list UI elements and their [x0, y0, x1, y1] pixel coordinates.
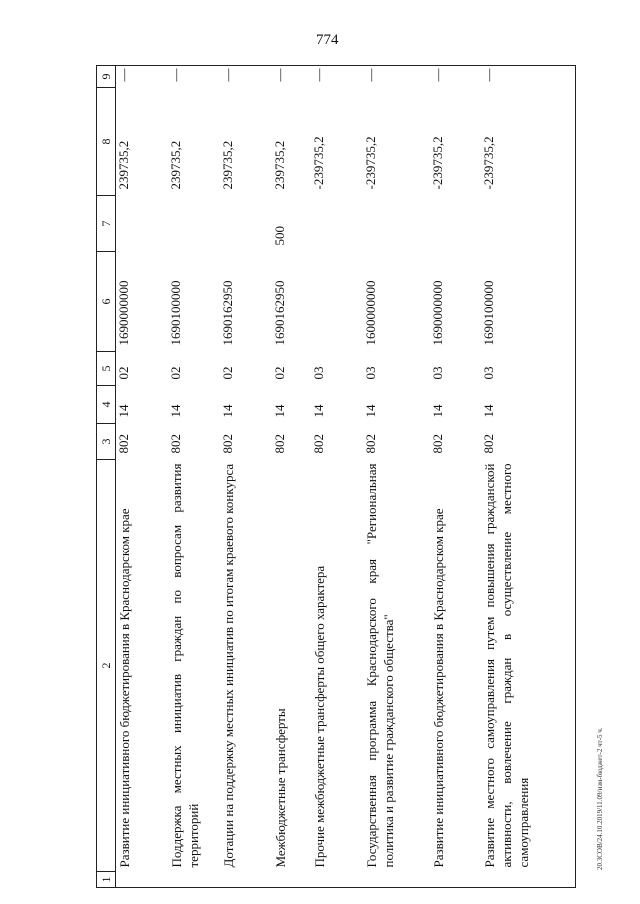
row-amount: 239735,2 — [271, 140, 287, 190]
table-row — [272, 66, 311, 888]
row-index-cell — [168, 872, 220, 888]
row-col-9: — — [116, 68, 131, 82]
table-row — [311, 66, 363, 888]
budget-table — [96, 65, 576, 888]
row-index-cell — [272, 872, 311, 888]
row-index-cell — [116, 872, 168, 888]
row-code-4: 14 — [219, 404, 235, 418]
table-row — [168, 66, 220, 888]
row-col-9: — — [219, 68, 235, 82]
row-name: Дотации на поддержку местных инициатив по итогам краевого конкурса — [220, 463, 236, 868]
row-col-9: — — [429, 68, 445, 82]
row-col-9: — — [167, 68, 183, 82]
row-code-5: 03 — [481, 366, 497, 380]
row-code-3: 802 — [429, 434, 445, 454]
row-code-4: 14 — [116, 404, 131, 418]
row-code-6: 1690100000 — [167, 280, 183, 346]
row-code-3: 802 — [311, 434, 327, 454]
row-code-3: 802 — [363, 434, 379, 454]
rotated-table-container — [96, 66, 576, 888]
header-col-8: 8 — [97, 88, 116, 196]
row-code-6: 1600000000 — [363, 280, 379, 346]
row-code-4: 14 — [311, 404, 327, 418]
row-index-cell — [363, 872, 429, 888]
header-col-5: 5 — [97, 352, 116, 386]
row-code-5: 02 — [167, 366, 183, 380]
row-name: Государственная программа Краснодарского края "Региональная политика и развитие гражданского общества" — [364, 463, 397, 868]
row-name: Межбюджетные трансферты — [272, 708, 288, 868]
row-index-cell — [311, 872, 363, 888]
row-code-7 — [363, 196, 429, 252]
row-code-7 — [481, 196, 575, 252]
row-name: Развитие инициативного бюджетирования в Краснодарском крае — [430, 508, 446, 868]
header-col-4: 4 — [97, 386, 116, 424]
row-code-5: 02 — [219, 366, 235, 380]
page-number: 774 — [316, 32, 339, 48]
row-amount: -239735,2 — [363, 136, 379, 190]
table-row — [481, 66, 575, 888]
row-code-7 — [311, 196, 363, 252]
row-code-4: 14 — [429, 404, 445, 418]
header-col-9: 9 — [97, 66, 116, 88]
row-code-6 — [311, 252, 363, 352]
row-code-4: 14 — [271, 404, 287, 418]
table-row — [430, 66, 482, 888]
row-name: Поддержка местных инициатив граждан по вопросам развития территорий — [168, 463, 201, 868]
row-code-7 — [220, 196, 272, 252]
row-col-9: — — [271, 68, 287, 82]
row-code-7 — [430, 196, 482, 252]
header-col-7: 7 — [97, 196, 116, 252]
row-name: Развитие местного самоуправления путем повышения гражданской активности, вовлечение граждан в осуществление местного самоуправления — [482, 463, 532, 868]
row-code-6: 1690000000 — [116, 280, 131, 346]
row-code-3: 802 — [219, 434, 235, 454]
document-code: 20.3СОВ/24.10.2019/11.09/изм-бюджет-2 чт-5 ч. — [596, 727, 604, 870]
row-amount: -239735,2 — [481, 136, 497, 190]
header-col-1: 1 — [97, 872, 116, 888]
row-code-4: 14 — [481, 404, 497, 418]
row-code-4: 14 — [167, 404, 183, 418]
row-code-7 — [116, 196, 168, 252]
row-amount: -239735,2 — [311, 136, 327, 190]
table-row — [363, 66, 429, 888]
row-index-cell — [430, 872, 482, 888]
row-code-3: 802 — [167, 434, 183, 454]
row-code-4: 14 — [363, 404, 379, 418]
row-col-9: — — [481, 68, 497, 82]
row-name: Прочие межбюджетные трансферты общего характера — [312, 565, 328, 868]
row-amount: 239735,2 — [116, 140, 131, 190]
row-code-6: 1690162950 — [219, 280, 235, 346]
row-amount: 239735,2 — [167, 140, 183, 190]
row-code-5: 02 — [271, 366, 287, 380]
row-name: Развитие инициативного бюджетирования в Краснодарском крае — [117, 508, 132, 868]
row-code-5: 03 — [311, 366, 327, 380]
header-col-6: 6 — [97, 252, 116, 352]
row-code-5: 03 — [429, 366, 445, 380]
row-code-5: 03 — [363, 366, 379, 380]
row-amount: 239735,2 — [219, 140, 235, 190]
row-code-7 — [168, 196, 220, 252]
row-code-7: 500 — [271, 226, 287, 246]
row-code-3: 802 — [271, 434, 287, 454]
table-row — [220, 66, 272, 888]
row-code-6: 1690000000 — [429, 280, 445, 346]
row-code-6: 1690100000 — [481, 280, 497, 346]
row-code-3: 802 — [481, 434, 497, 454]
row-amount: -239735,2 — [429, 136, 445, 190]
row-code-5: 02 — [116, 366, 131, 380]
row-index-cell — [481, 872, 575, 888]
row-col-9: — — [363, 68, 379, 82]
row-code-3: 802 — [116, 434, 131, 454]
header-row — [97, 66, 116, 888]
table-row — [116, 66, 168, 888]
row-index-cell — [220, 872, 272, 888]
row-col-9: — — [311, 68, 327, 82]
header-col-3: 3 — [97, 424, 116, 460]
header-col-2: 2 — [97, 460, 116, 872]
row-code-6: 1690162950 — [271, 280, 287, 346]
